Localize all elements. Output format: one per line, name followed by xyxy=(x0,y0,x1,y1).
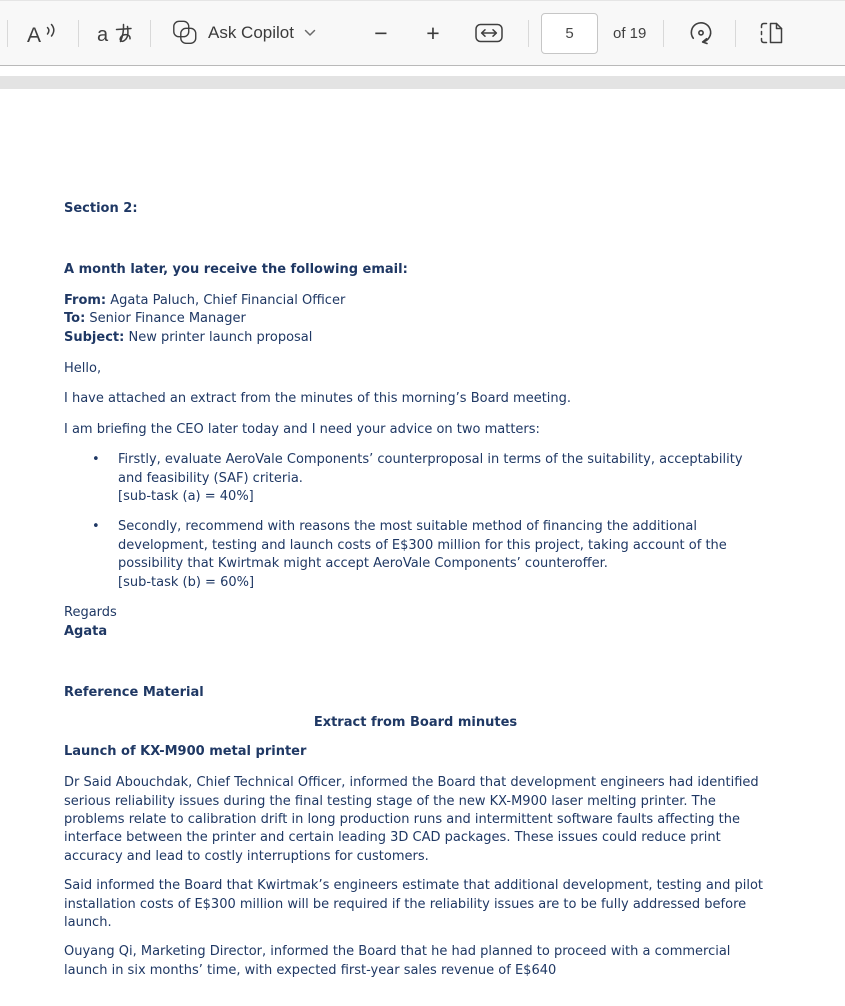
page-gap xyxy=(0,76,845,89)
launch-heading: Launch of KX-M900 metal printer xyxy=(64,743,307,759)
email-to-value: Senior Finance Manager xyxy=(89,311,246,327)
email-from-value: Agata Paluch, Chief Financial Officer xyxy=(110,292,346,308)
email-greeting: Hello, xyxy=(64,361,102,377)
toolbar-divider xyxy=(7,20,8,47)
email-from-label: From: xyxy=(64,292,107,308)
email-signature: Agata xyxy=(64,623,108,639)
task-weighting: [sub-task (a) = 40%] xyxy=(118,489,254,505)
task-text: Firstly, evaluate AeroVale Components’ counterproposal in terms of the suitability, acceptability and feasibility (SAF) criteria. xyxy=(118,452,743,486)
toolbar-divider xyxy=(663,20,664,47)
task-weighting: [sub-task (b) = 60%] xyxy=(118,574,255,590)
pdf-toolbar xyxy=(0,0,845,66)
minutes-paragraph: Ouyang Qi, Marketing Director, informed the Board that he had planned to proceed with a commercial launch in six months’ time, with expected first-year sales revenue of E$640 xyxy=(64,944,731,978)
ask-copilot-label: Ask Copilot xyxy=(208,23,294,42)
pdf-page-viewer[interactable] xyxy=(0,89,845,980)
email-subject-line xyxy=(64,329,767,347)
email-paragraph: I am briefing the CEO later today and I need your advice on two matters: xyxy=(64,421,540,437)
page-view-button[interactable] xyxy=(755,11,789,55)
svg-text:A: A xyxy=(27,24,42,47)
rotate-icon xyxy=(686,18,716,48)
email-signoff: Regards xyxy=(64,605,117,621)
email-signature-block xyxy=(64,604,767,641)
email-from-line xyxy=(64,292,767,310)
toolbar-divider xyxy=(150,20,151,47)
read-aloud-icon xyxy=(26,19,60,47)
email-header-block xyxy=(64,292,767,347)
translate-icon xyxy=(96,20,136,46)
minutes-paragraph: Dr Said Abouchdak, Chief Technical Officer, informed the Board that development engineers had identified serious reliability issues during the final testing stage of the new KX-M900 laser melting printer. The problems relate to calibration drift in long production runs and intermittent software faults affecting the interface between the printer and certain leading 3D CAD packages. These issues could reduce print accuracy and lead to costly interruptions for customers. xyxy=(64,775,759,864)
page-count-label: of 19 xyxy=(612,24,647,42)
extract-title: Extract from Board minutes xyxy=(313,715,518,731)
rotate-button[interactable] xyxy=(684,11,718,55)
minutes-paragraph: Said informed the Board that Kwirtmak’s engineers estimate that additional development, testing and pilot installation costs of E$300 million will be required if the reliability issues are to be fully addressed before launch. xyxy=(64,878,763,930)
email-task-list xyxy=(64,451,767,592)
chevron-down-icon xyxy=(304,29,316,37)
list-item xyxy=(118,518,767,592)
task-text: Secondly, recommend with reasons the most suitable method of financing the additional development, testing and launch costs of E$300 million for this project, taking account of the possibility that Kwirtmak might accept AeroVale Components’ counteroffer. xyxy=(118,519,727,572)
svg-text:a: a xyxy=(97,24,109,46)
document-content xyxy=(0,89,845,980)
previous-page-bottom-edge xyxy=(0,66,845,76)
zoom-in-button[interactable]: + xyxy=(426,19,440,46)
toolbar-divider xyxy=(528,20,529,47)
email-subject-label: Subject: xyxy=(64,329,125,345)
translate-button[interactable] xyxy=(94,11,138,55)
toolbar-divider xyxy=(78,20,79,47)
section-heading: Section 2: xyxy=(64,201,138,216)
toolbar-divider xyxy=(735,20,736,47)
list-item xyxy=(118,451,767,506)
email-to-line xyxy=(64,310,767,328)
fit-to-width-button[interactable] xyxy=(472,11,506,55)
reference-material-heading: Reference Material xyxy=(64,684,204,700)
email-subject-value: New printer launch proposal xyxy=(128,329,313,345)
email-paragraph: I have attached an extract from the minutes of this morning’s Board meeting. xyxy=(64,391,572,407)
read-aloud-button[interactable] xyxy=(22,11,64,55)
copilot-icon xyxy=(171,19,199,47)
email-intro-heading: A month later, you receive the following email: xyxy=(64,262,408,278)
ask-copilot-button[interactable] xyxy=(167,11,320,55)
page-view-icon xyxy=(758,21,786,45)
zoom-out-button[interactable]: − xyxy=(374,19,388,46)
email-to-label: To: xyxy=(64,311,86,327)
page-number-input[interactable] xyxy=(541,13,598,54)
fit-to-width-icon xyxy=(474,21,504,45)
